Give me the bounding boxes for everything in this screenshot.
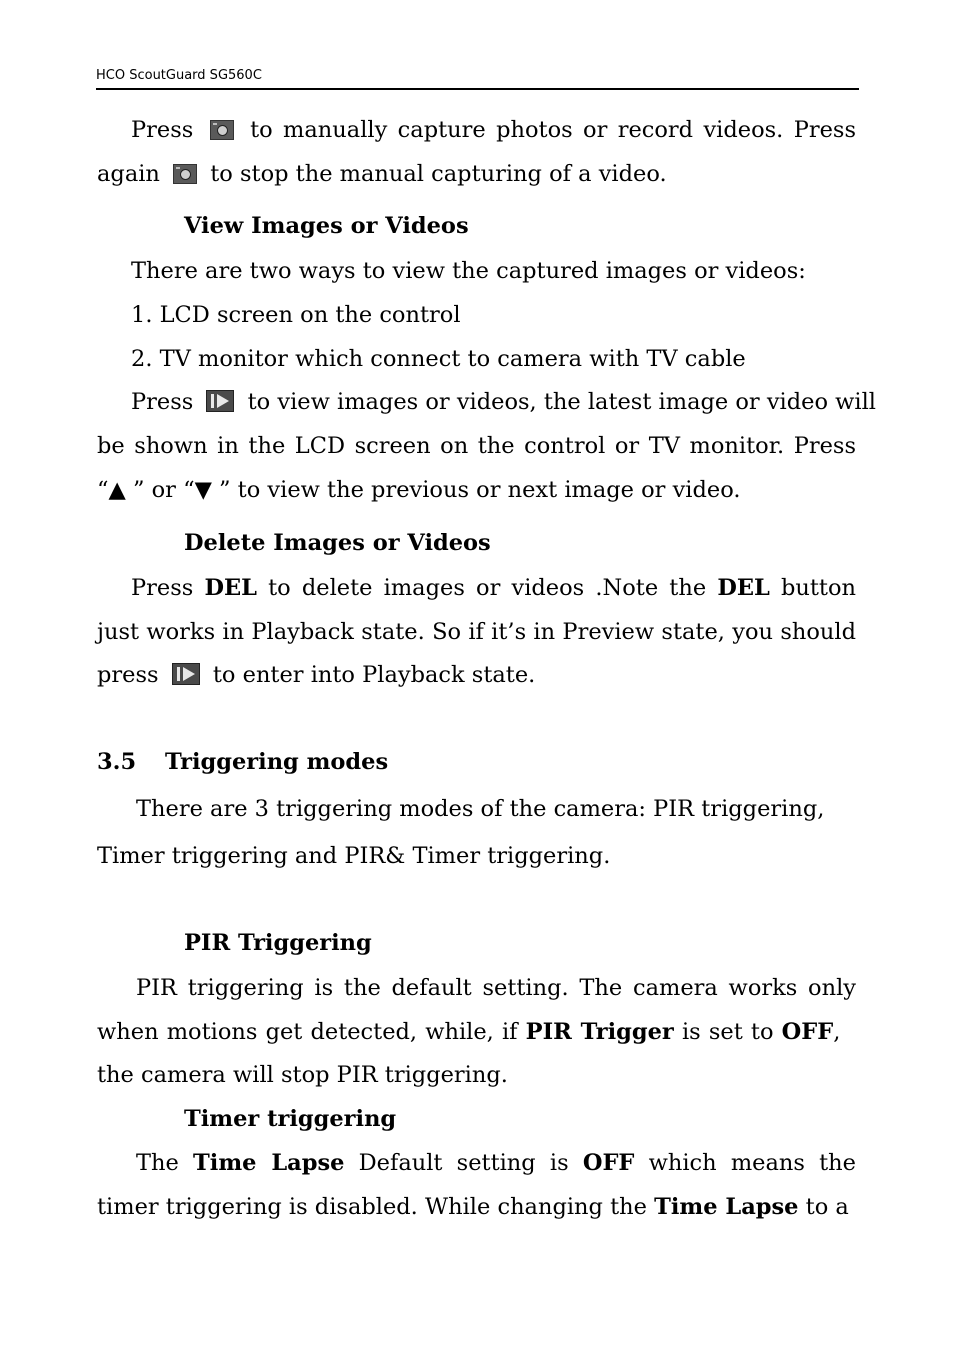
pir-line-3: the camera will stop PIR triggering. [97,1062,508,1088]
text: to stop the manual capturing of a video. [210,161,667,187]
section-title: Triggering modes [165,749,389,775]
view-item-1: 1. LCD screen on the control [131,302,461,328]
view-item-2: 2. TV monitor which connect to camera with TV cable [131,346,746,372]
text: to a [805,1194,849,1220]
text: when motions get detected, while, if [97,1019,518,1045]
manual-capture-line-2 [97,159,856,189]
text: Press [131,389,194,415]
section-number: 3.5 [97,749,137,775]
pir-trigger-keyword: PIR Trigger [525,1019,674,1045]
time-lapse-keyword: Time Lapse [654,1194,799,1220]
delete-heading: Delete Images or Videos [184,530,491,556]
text: which means the [648,1150,856,1176]
timer-line-2 [97,1192,856,1222]
text: to delete images or videos .Note the [268,575,707,601]
timer-line-1 [136,1148,856,1178]
text: Default setting is [358,1150,569,1176]
text: again [97,161,160,187]
section-intro-line-1: There are 3 triggering modes of the camera: PIR triggering, [136,796,825,822]
pir-line-2 [97,1017,856,1047]
text: Press [131,575,194,601]
text: press [97,662,159,688]
view-para-line-3: “▲ ” or “▼ ” to view the previous or next image or video. [97,477,741,503]
text: , [833,1019,841,1045]
header-title: HCO ScoutGuard SG560C [96,68,262,83]
text: button [780,575,856,601]
text: is set to [681,1019,774,1045]
manual-capture-line-1 [131,115,856,145]
view-para-line-2: be shown in the LCD screen on the control or TV monitor. Press [97,433,856,459]
time-lapse-keyword: Time Lapse [193,1150,345,1176]
off-keyword: OFF [582,1150,635,1176]
playback-icon [206,390,234,412]
playback-icon [172,663,200,685]
timer-heading: Timer triggering [184,1106,397,1132]
view-para-line-1 [131,387,876,417]
text: Press [131,117,194,143]
text: to enter into Playback state. [212,662,536,688]
camera-icon [210,120,234,140]
page-header [96,67,859,90]
text: to view images or videos, the latest image or video will [247,389,876,415]
off-keyword: OFF [781,1019,834,1045]
del-keyword: DEL [717,575,770,601]
section-heading [97,747,856,777]
view-heading: View Images or Videos [184,213,469,239]
text: The [136,1150,179,1176]
text: timer triggering is disabled. While changing the [97,1194,647,1220]
pir-line-1: PIR triggering is the default setting. The camera works only [136,975,856,1001]
del-keyword: DEL [204,575,257,601]
view-intro: There are two ways to view the captured images or videos: [131,258,806,284]
delete-line-2: just works in Playback state. So if it’s in Preview state, you should [97,619,856,645]
pir-heading: PIR Triggering [184,930,372,956]
delete-line-1 [131,573,856,603]
section-intro-line-2: Timer triggering and PIR& Timer triggering. [97,843,611,869]
camera-icon [173,164,197,184]
text: to manually capture photos or record videos. Press [250,117,857,143]
delete-line-3 [97,660,856,690]
